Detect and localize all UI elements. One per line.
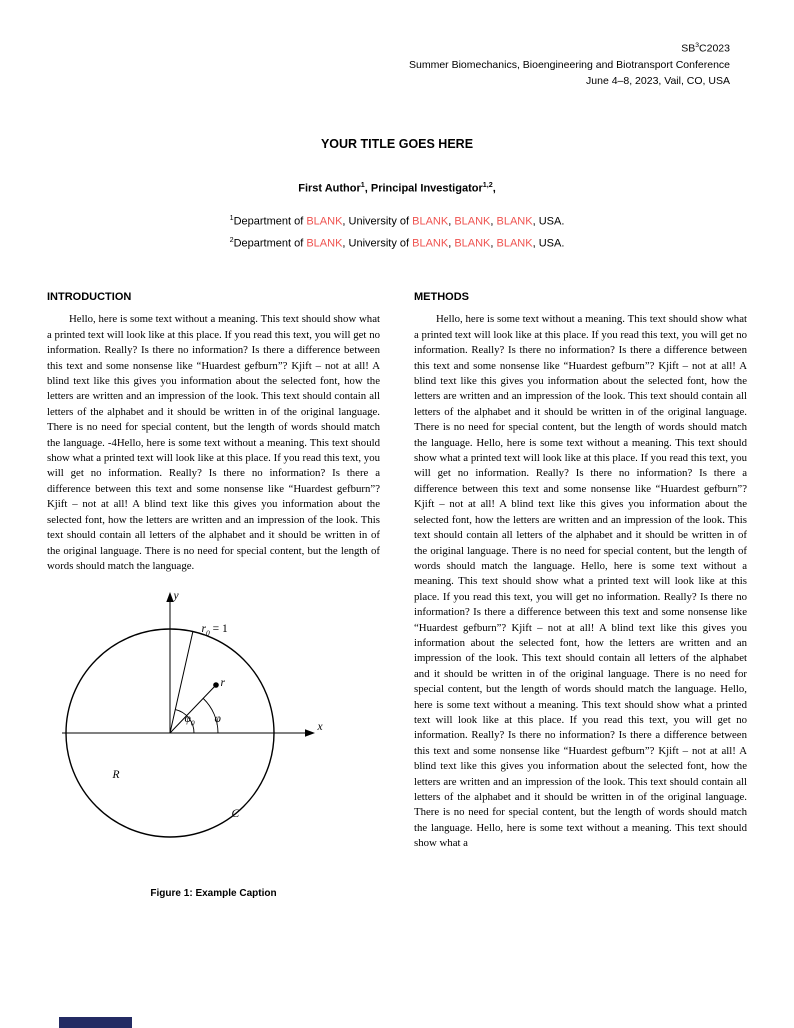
blank-placeholder: BLANK xyxy=(412,215,449,228)
figure-label-phi0-sub: 0 xyxy=(190,718,195,728)
affiliation-1-text: , USA. xyxy=(532,215,565,228)
affiliation-1 xyxy=(0,209,794,231)
authors-trailing-comma: , xyxy=(492,182,496,195)
affiliation-2-text: , xyxy=(448,237,455,250)
author-1: First Author xyxy=(298,182,361,195)
introduction-heading: INTRODUCTION xyxy=(47,291,132,303)
introduction-body: Hello, here is some text without a meaning. This text should show what a printed text will look like at this place. If you read this text, you will get no information. Really? Is there no information? Is there a difference between this text and some nonsense like “Huardest gefburn”? Kjift – not at all! A blind text like this gives you information about the selected font, how the letters are written and an impression of the look. This text should contain all letters of the alphabet and it should be written in of the original language. There is no need for special content, but the length of words should match the language. -4Hello, here is some text without a meaning. This text should show what a printed text will look like at this place. If you read this text, you will get no information. Really? Is there no information? Is there a difference between this text and some nonsense like “Huardest gefburn”? Kjift – not at all! A blind text like this gives you information about the selected font, how the letters are written and an impression of the look. This text should contain all letters of the alphabet and it should be written in of the original language. There is no need for special content, but the length of words should match the language. xyxy=(47,313,380,572)
affiliation-1-text: , xyxy=(448,215,455,228)
conference-brand-sup: 3 xyxy=(695,42,700,49)
authors-line xyxy=(0,181,794,195)
conference-name: Summer Biomechanics, Bioengineering and Biotransport Conference xyxy=(408,58,730,71)
affiliation-2-text: , USA. xyxy=(532,237,565,250)
paper-title: YOUR TITLE GOES HERE xyxy=(320,137,474,151)
conference-brand-pre: SB xyxy=(681,42,696,55)
figure-1-caption xyxy=(47,886,380,901)
affiliation-2-text: Department of xyxy=(233,237,307,250)
introduction-column xyxy=(47,290,380,902)
conference-header xyxy=(409,38,730,89)
figure-label-r0-sub: 0 xyxy=(205,628,210,638)
figure-label-phi: φ xyxy=(214,713,221,726)
figure-label-x: x xyxy=(317,721,323,734)
y-axis-arrow-icon xyxy=(166,592,173,602)
methods-body: Hello, here is some text without a meaning. This text should show what a printed text will look like at this place. If you read this text, you will get no information. Really? Is there no information? Is there a difference between this text and some nonsense like “Huardest gefburn”? Kjift – not at all! A blind text like this gives you information about the selected font, how the letters are written and an impression of the look. This text should contain all letters of the alphabet and it should be written in of the original language. There is no need for special content, but the length of words should match the language. Hello, here is some text without a meaning. This text should show what a printed text will look like at this place. If you read this text, you will get no information. Really? Is there no information? Is there a difference between this text and some nonsense like “Huardest gefburn”? Kjift – not at all! A blind text like this gives you information about the selected font, how the letters are written and an impression of the look. This text should contain all letters of the alphabet and it should be written in of the original language. There is no need for special content, but the length of words should match the language. Hello, here is some text without a meaning. This text should show what a printed text will look like at this place. If you read this text, you will get no information. Really? Is there no information? Is there a difference between this text and some nonsense like “Huardest gefburn”? Kjift – not at all! A blind text like this gives you information about the selected font, how the letters are written and an impression of the look. This text should contain all letters of the alphabet and it should be written in of the original language. There is no need for special content, but the length of words should match the language. Hello, here is some text without a meaning. This text should show what a printed text will look like at this place. If you read this text, you will get no information. Really? Is there no information? Is there a difference between this text and some nonsense like “Huardest gefburn”? Kjift – not at all! A blind text like this gives you information about the selected font, how the letters are written and an impression of the look. This text should contain all letters of the alphabet and it should be written in of the original language. There is no need for special content, but the length of words should match the language. Hello, here is some text without a meaning. This text should show what a xyxy=(414,313,747,850)
affiliation-1-text: , xyxy=(490,215,497,228)
affiliation-1-sup: 1 xyxy=(229,214,234,222)
figure-1 xyxy=(59,588,369,878)
x-axis-arrow-icon xyxy=(305,730,315,737)
authors-separator: , xyxy=(364,182,371,195)
affiliation-2-sup: 2 xyxy=(229,235,234,244)
blank-placeholder: BLANK xyxy=(454,215,491,228)
affiliations xyxy=(0,209,794,252)
figure-1-caption-text: Example Caption xyxy=(195,888,277,900)
author-1-affil-sup: 1 xyxy=(360,181,365,189)
blank-placeholder: BLANK xyxy=(454,237,491,250)
figure-label-R: R xyxy=(112,769,120,782)
affiliation-2-text: , xyxy=(490,237,497,250)
author-2-affil-sup: 1,2 xyxy=(482,181,493,189)
blank-placeholder: BLANK xyxy=(496,237,533,250)
methods-heading: METHODS xyxy=(414,291,469,303)
affiliation-1-text: Department of xyxy=(233,215,307,228)
figure-1-caption-label: Figure 1: xyxy=(150,888,193,900)
figure-label-r0 xyxy=(202,622,228,641)
affiliation-1-text: , University of xyxy=(342,215,413,228)
author-2: Principal Investigator xyxy=(370,182,483,195)
methods-column xyxy=(414,290,747,852)
figure-label-C: C xyxy=(231,808,240,821)
r-point xyxy=(213,683,219,689)
figure-label-phi0-base: φ xyxy=(184,713,191,726)
conference-brand-post: C2023 xyxy=(699,42,730,55)
figure-label-phi0 xyxy=(185,712,195,731)
blank-placeholder: BLANK xyxy=(412,237,449,250)
blank-placeholder: BLANK xyxy=(306,215,343,228)
conference-brand xyxy=(409,38,730,57)
footer-navy-mark xyxy=(59,1017,132,1028)
conference-dates: June 4–8, 2023, Vail, CO, USA xyxy=(586,74,730,87)
affiliation-2 xyxy=(0,231,794,253)
affiliation-2-text: , University of xyxy=(342,237,413,250)
blank-placeholder: BLANK xyxy=(496,215,533,228)
figure-label-r0-base: r xyxy=(201,623,206,636)
figure-label-r: r xyxy=(220,677,225,690)
figure-label-r0-rest: = 1 xyxy=(209,623,228,636)
figure-label-y: y xyxy=(173,590,179,603)
blank-placeholder: BLANK xyxy=(306,237,343,250)
